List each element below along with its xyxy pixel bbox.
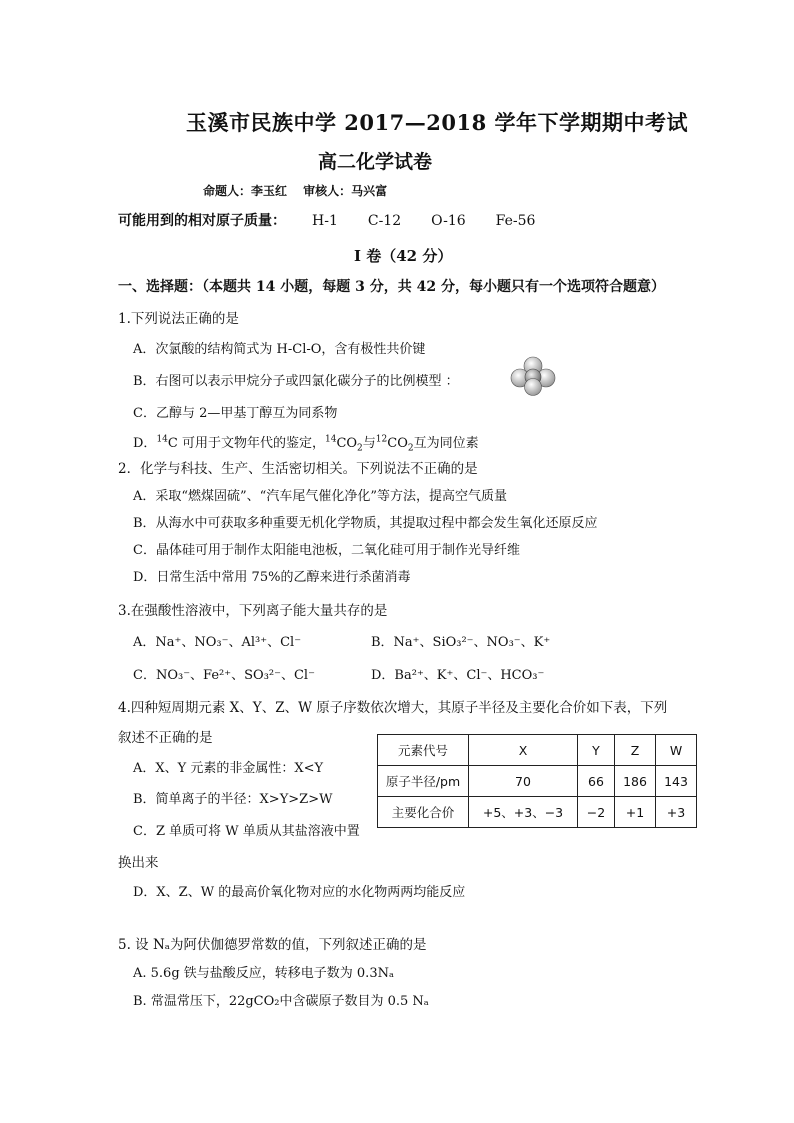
element-properties-table: [377, 734, 697, 828]
table-cell: 186: [615, 766, 656, 797]
q1-stem: 1.下列说法正确的是: [118, 311, 239, 327]
q1-d-part6: 互为同位素: [413, 436, 479, 451]
table-row: [378, 735, 697, 766]
exam-subtitle: 高二化学试卷: [318, 151, 433, 173]
exam-authors: 命题人：李玉红 审核人：马兴富: [203, 184, 388, 198]
table-cell: 主要化合价: [378, 797, 469, 828]
q1-option-d: [133, 432, 479, 454]
q1-option-b: B．右图可以表示甲烷分子或四氯化碳分子的比例模型 ：: [133, 374, 459, 389]
q4-option-c-continued: 换出来: [118, 855, 159, 871]
table-row: [378, 766, 697, 797]
q4-option-b: B．简单离子的半径：X>Y>Z>W: [133, 792, 333, 807]
q1-d-sup1: 14: [156, 434, 168, 445]
mass-fe: Fe-56: [495, 213, 536, 229]
mass-o: O-16: [431, 213, 466, 229]
q2-option-a: A．采取“燃煤固硫”、“汽车尾气催化净化”等方法，提高空气质量: [133, 489, 507, 504]
q1-d-part4: 与: [362, 436, 376, 451]
table-cell: 70: [469, 766, 578, 797]
q1-d-part2: C 可用于文物年代的鉴定，: [167, 436, 325, 451]
section-one-heading: 一、选择题：（本题共 14 小题，每题 3 分，共 42 分，每小题只有一个选项符合题意）: [118, 279, 665, 295]
table-cell: 66: [578, 766, 615, 797]
table-cell: 143: [656, 766, 697, 797]
q4-stem-line2: 叙述不正确的是: [118, 730, 213, 746]
q3-option-c: C．NO₃⁻、Fe²⁺、SO₃²⁻、Cl⁻: [133, 668, 315, 683]
q1-d-sub3: 2: [407, 443, 414, 454]
mass-c: C-12: [367, 213, 402, 229]
methane-space-filling-model: [510, 356, 556, 396]
exam-title: 玉溪市民族中学 2017—2018 学年下学期期中考试: [186, 110, 689, 135]
q2-option-c: C．晶体硅可用于制作太阳能电池板，二氧化硅可用于制作光导纤维: [133, 543, 520, 558]
q1-d-sup3: 12: [375, 434, 388, 445]
table-cell: +5、+3、−3: [469, 797, 578, 828]
q3-option-a: A．Na⁺、NO₃⁻、Al³⁺、Cl⁻: [133, 635, 302, 650]
table-cell: +1: [615, 797, 656, 828]
part-one-heading: I 卷（42 分）: [354, 247, 453, 265]
table-cell: 原子半径/pm: [378, 766, 469, 797]
q3-option-d: D．Ba²⁺、K⁺、Cl⁻、HCO₃⁻: [371, 668, 545, 683]
q3-stem: 3.在强酸性溶液中，下列离子能大量共存的是: [118, 603, 388, 619]
q2-option-d: D．日常生活中常用 75%的乙醇来进行杀菌消毒: [133, 570, 411, 585]
table-row: [378, 797, 697, 828]
atomic-masses-label: 可能用到的相对原子质量：: [118, 213, 286, 229]
q1-d-part3: CO: [336, 436, 358, 451]
q4-option-c: C．Z 单质可将 W 单质从其盐溶液中置: [133, 824, 360, 839]
table-cell: 元素代号: [378, 735, 469, 766]
q5-stem: 5. 设 Nₐ为阿伏伽德罗常数的值，下列叙述正确的是: [118, 937, 427, 953]
table-cell: Z: [615, 735, 656, 766]
q1-option-c: C．乙醇与 2—甲基丁醇互为同系物: [133, 406, 338, 421]
q1-d-sub2: 2: [357, 443, 363, 454]
q2-stem: 2．化学与科技、生产、生活密切相关。下列说法不正确的是: [118, 461, 478, 477]
table-cell: X: [469, 735, 578, 766]
table-cell: W: [656, 735, 697, 766]
q1-d-part5: CO: [387, 436, 408, 451]
q1-option-a: A．次氯酸的结构简式为 H-Cl-O，含有极性共价键: [133, 342, 426, 357]
table-cell: +3: [656, 797, 697, 828]
q4-option-a: A．X、Y 元素的非金属性：X<Y: [133, 761, 324, 776]
q5-option-b: B. 常温常压下，22gCO₂中含碳原子数目为 0.5 Nₐ: [133, 994, 429, 1009]
atomic-masses: [118, 210, 535, 230]
q4-stem-line1: 4.四种短周期元素 X、Y、Z、W 原子序数依次增大，其原子半径及主要化合价如下表，下列: [118, 700, 668, 716]
q2-option-b: B．从海水中可获取多种重要无机化学物质，其提取过程中都会发生氧化还原反应: [133, 516, 598, 531]
table-cell: −2: [578, 797, 615, 828]
q4-option-d: D．X、Z、W 的最高价氧化物对应的水化物两两均能反应: [133, 885, 466, 900]
q5-option-a: A. 5.6g 铁与盐酸反应，转移电子数为 0.3Nₐ: [133, 966, 394, 981]
q1-d-part1: D．: [133, 436, 157, 451]
mass-h: H-1: [312, 213, 338, 229]
table-cell: Y: [578, 735, 615, 766]
q3-option-b: B．Na⁺、SiO₃²⁻、NO₃⁻、K⁺: [371, 635, 551, 650]
q1-d-sup2: 14: [324, 434, 337, 445]
